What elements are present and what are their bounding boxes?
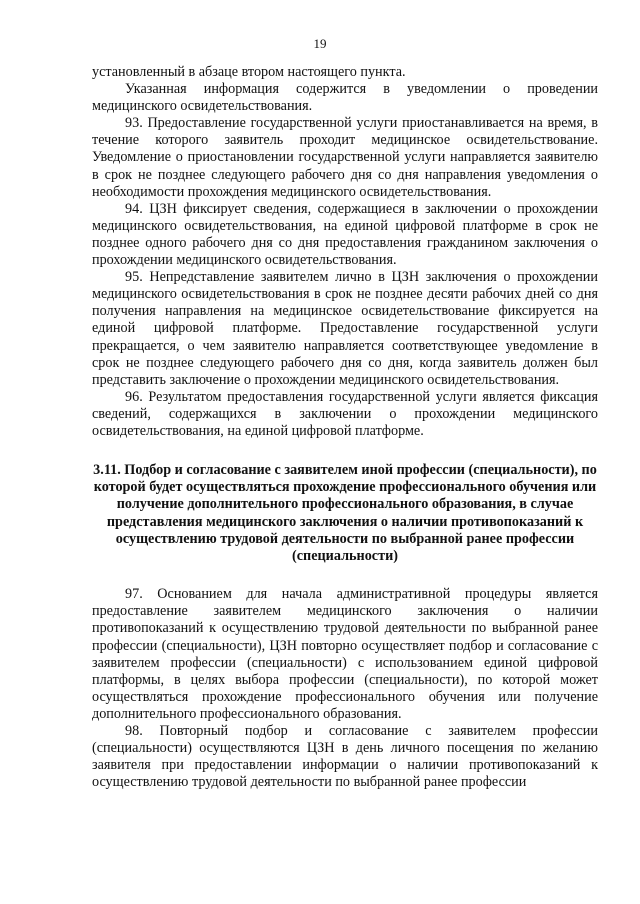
paragraph-93: 93. Предоставление государственной услуги приостанавливается на время, в течение которого заявитель проходит медицинское освидетельствование. Уведомление о приостановлении государственной услуги направляется заявителю в срок не позднее следующего рабочего дня со дня направления уведомления о необходимости прохождения медицинского освидетельствования. (92, 115, 598, 200)
paragraph-98: 98. Повторный подбор и согласование с заявителем профессии (специальности) осуществляются ЦЗН в день личного посещения по желанию заявителя при предоставлении информации о наличии противопоказаний к осуществлению трудовой деятельности по выбранной ранее профессии (92, 723, 598, 791)
paragraph-96: 96. Результатом предоставления государственной услуги является фиксация сведений, содержащихся в заключении о прохождении медицинского освидетельствования, на единой цифровой платформе. (92, 388, 598, 439)
paragraph-95: 95. Непредставление заявителем лично в ЦЗН заключения о прохождении медицинского освидетельствования в срок не позднее десяти рабочих дней со дня получения направления на медицинское освидетельствование фиксируется на единой цифровой платформе. Предоставление государственной услуги прекращается, о чем заявителю направляется соответствующее уведомление в срок не позднее следующего рабочего дня со дня, когда заявитель должен был представить заключение о прохождении медицинского освидетельствования. (92, 269, 598, 388)
paragraph: Указанная информация содержится в уведомлении о проведении медицинского освидетельствования. (92, 81, 598, 115)
section-heading: 3.11. Подбор и согласование с заявителем иной профессии (специальности), по которой будет осуществляться прохождение профессионального обучения или получение дополнительного профессионального образования, в случае представления медицинского заключения о наличии противопоказаний к осуществлению трудовой деятельности по выбранной ранее профессии (специальности) (93, 462, 597, 565)
document-body (92, 64, 598, 791)
paragraph-94: 94. ЦЗН фиксирует сведения, содержащиеся в заключении о прохождении медицинского освидетельствования, на единой цифровой платформе в срок не позднее одного рабочего дня со дня предоставления гражданином заключения о прохождении медицинского освидетельствования. (92, 200, 598, 269)
page-number: 19 (313, 36, 327, 51)
paragraph-97: 97. Основанием для начала административной процедуры является предоставление заявителем медицинского заключения о наличии противопоказаний к осуществлению трудовой деятельности по выбранной ранее профессии (специальности), ЦЗН повторно осуществляет подбор и согласование с заявителем профессии (специальности) с использованием единой цифровой платформы, в целях выбора профессии (специальности), по которой может осуществляться прохождение профессионального обучения или получение дополнительного профессионального образования. (92, 586, 598, 722)
paragraph: установленный в абзаце втором настоящего пункта. (92, 64, 406, 80)
